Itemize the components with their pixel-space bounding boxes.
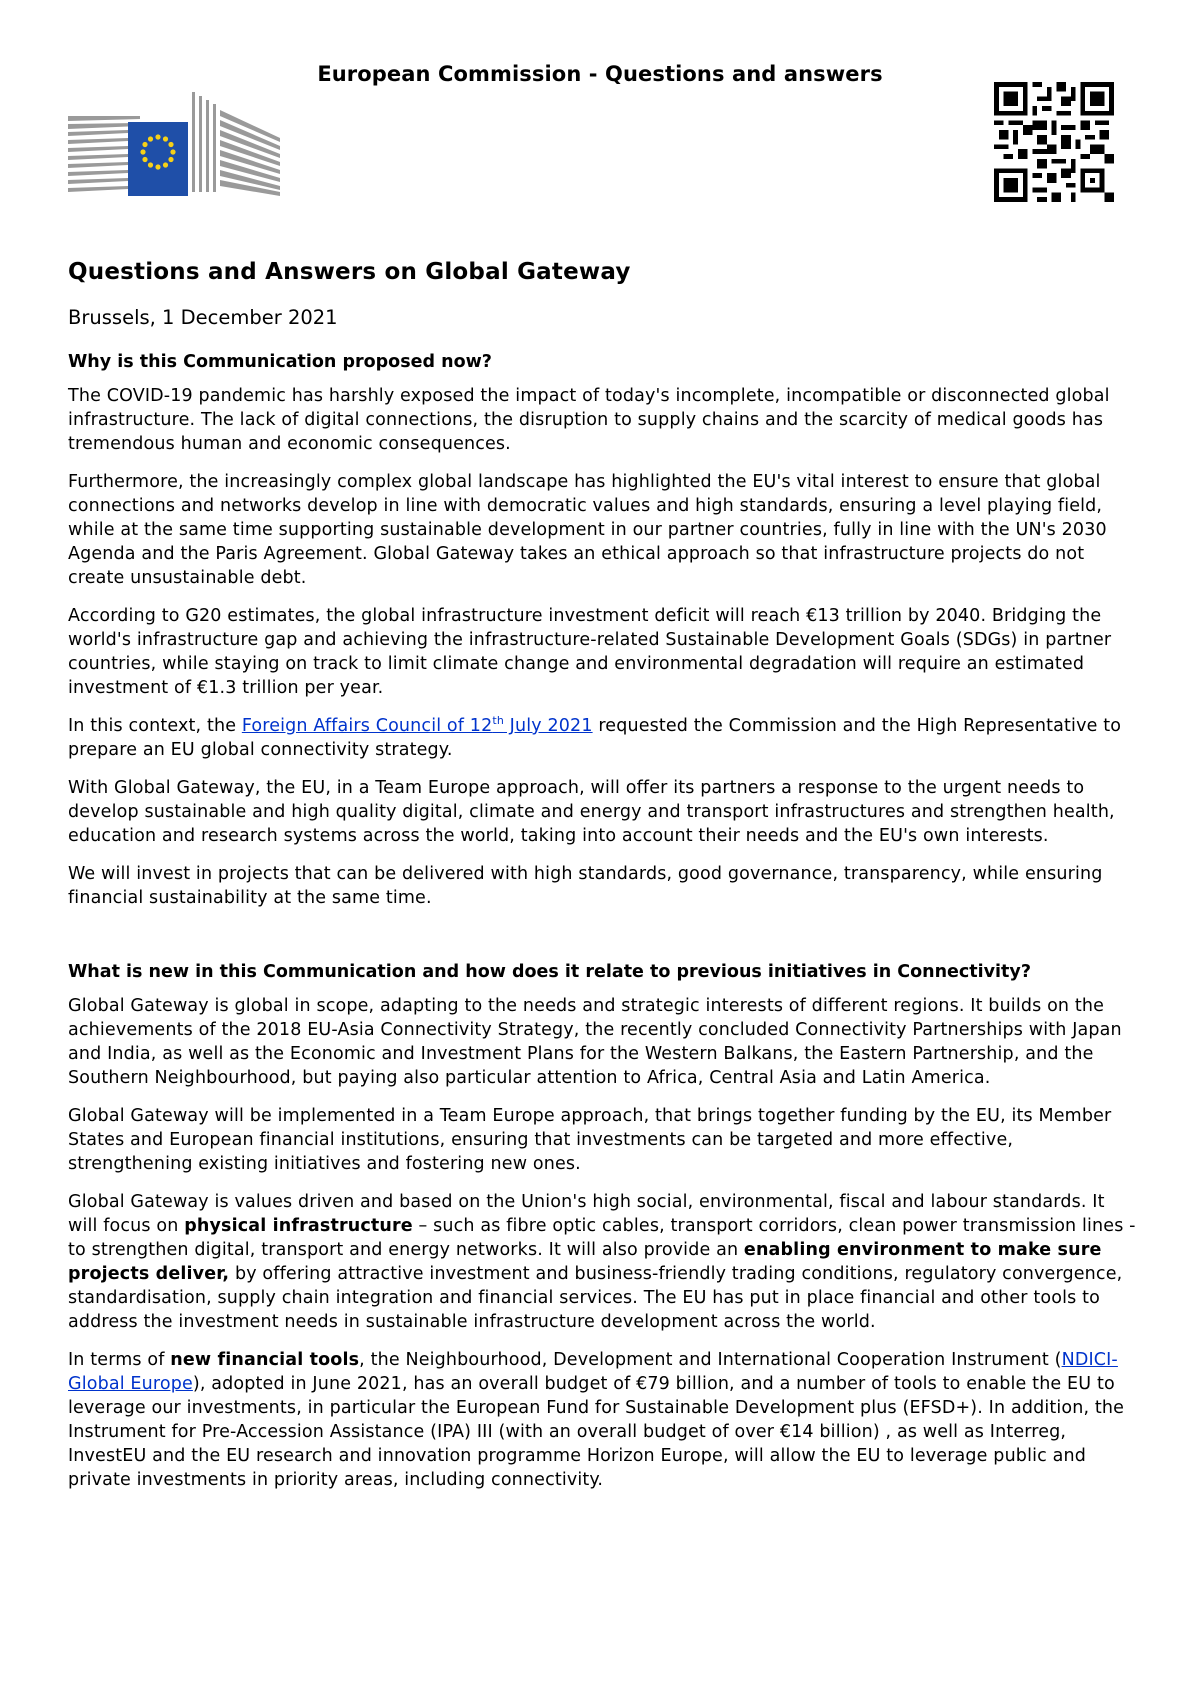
header-title: European Commission - Questions and answers — [317, 62, 883, 86]
paragraph: According to G20 estimates, the global infrastructure investment deficit will reach €13 trillion by 2040. Bridging the world's infrastructure gap and achieving the infrastructure-related Sustainable Development Goals (SDGs) in partner countries, while staying on track to limit climate change and environmental degradation will require an estimated investment of €1.3 trillion per year. — [68, 606, 1112, 698]
paragraph: The COVID-19 pandemic has harshly exposed the impact of today's incomplete, incompatible or disconnected global infrastructure. The lack of digital connections, the disruption to supply chains and the scarcity of medical goods has tremendous human and economic consequences. — [68, 386, 1110, 454]
paragraph: In terms of new financial tools, the Neighbourhood, Development and International Cooperation Instrument (NDICI-Global Europe), adopted in June 2021, has an overall budget of €79 billion, and a number of tools to enable the EU to leverage our investments, in particular the European Fund for Sustainable Development plus (EFSD+). In addition, the Instrument for Pre-Accession Assistance (IPA) III (with an overall budget of over €14 billion) , as well as Interreg, InvestEU and the EU research and innovation programme Horizon Europe, will allow the EU to leverage public and private investments in priority areas, including connectivity. — [68, 1350, 1125, 1490]
document-body — [68, 256, 1138, 1506]
paragraph: We will invest in projects that can be delivered with high standards, good governance, transparency, while ensuring financial sustainability at the same time. — [68, 864, 1103, 908]
eu-commission-logo — [68, 92, 280, 196]
bold-text: physical infrastructure — [184, 1216, 413, 1236]
section-heading-why-now: Why is this Communication proposed now? — [68, 352, 492, 372]
paragraph: Furthermore, the increasingly complex global landscape has highlighted the EU's vital interest to ensure that global connections and networks develop in line with democratic values and high standards, ensuring a level playing field, while at the same time supporting sustainable development in our partner countries, fully in line with the UN's 2030 Agenda and the Paris Agreement. Global Gateway takes an ethical approach so that infrastructure projects do not create unsustainable debt. — [68, 472, 1107, 588]
dateline: Brussels, 1 December 2021 — [68, 306, 338, 329]
paragraph: Global Gateway will be implemented in a Team Europe approach, that brings together funding by the EU, its Member States and European financial institutions, ensuring that investments can be targeted and more effective, strengthening existing initiatives and fostering new ones. — [68, 1106, 1112, 1174]
bold-text: new financial tools — [170, 1350, 360, 1370]
ndici-global-europe-link[interactable]: NDICI-Global Europe — [68, 1350, 1118, 1394]
bold-text: enabling environment to make sure projects deliver, — [68, 1240, 1102, 1284]
document-header — [0, 0, 1200, 220]
paragraph: With Global Gateway, the EU, in a Team Europe approach, will offer its partners a response to the urgent needs to develop sustainable and high quality digital, climate and energy and transport infrastructures and strengthen health, education and research systems across the world, taking into account their needs and the EU's own interests. — [68, 778, 1115, 846]
paragraph: Global Gateway is global in scope, adapting to the needs and strategic interests of different regions. It builds on the achievements of the 2018 EU-Asia Connectivity Strategy, the recently concluded Connectivity Partnerships with Japan and India, as well as the Economic and Investment Plans for the Western Balkans, the Eastern Partnership, and the Southern Neighbourhood, but paying also particular attention to Africa, Central Asia and Latin America. — [68, 996, 1122, 1088]
paragraph: Global Gateway is values driven and based on the Union's high social, environmental, fiscal and labour standards. It will focus on physical infrastructure – such as fibre optic cables, transport corridors, clean power transmission lines - to strengthen digital, transport and energy networks. It will also provide an enabling environment to make sure projects deliver, by offering attractive investment and business-friendly trading conditions, regulatory convergence, standardisation, supply chain integration and financial services. The EU has put in place financial and other tools to address the investment needs in sustainable infrastructure development across the world. — [68, 1192, 1136, 1332]
foreign-affairs-council-link[interactable]: Foreign Affairs Council of 12th July 2021 — [241, 714, 593, 736]
section-heading-whats-new: What is new in this Communication and how does it relate to previous initiatives in Connectivity? — [68, 962, 1031, 982]
paragraph — [68, 714, 1138, 762]
paragraph-text: In this context, the — [68, 716, 242, 736]
paragraph-text: requested the Commission and the High Representative to prepare an EU global connectivity strategy. — [68, 716, 1122, 760]
page-title: Questions and Answers on Global Gateway — [68, 259, 631, 285]
qr-code — [994, 82, 1114, 202]
